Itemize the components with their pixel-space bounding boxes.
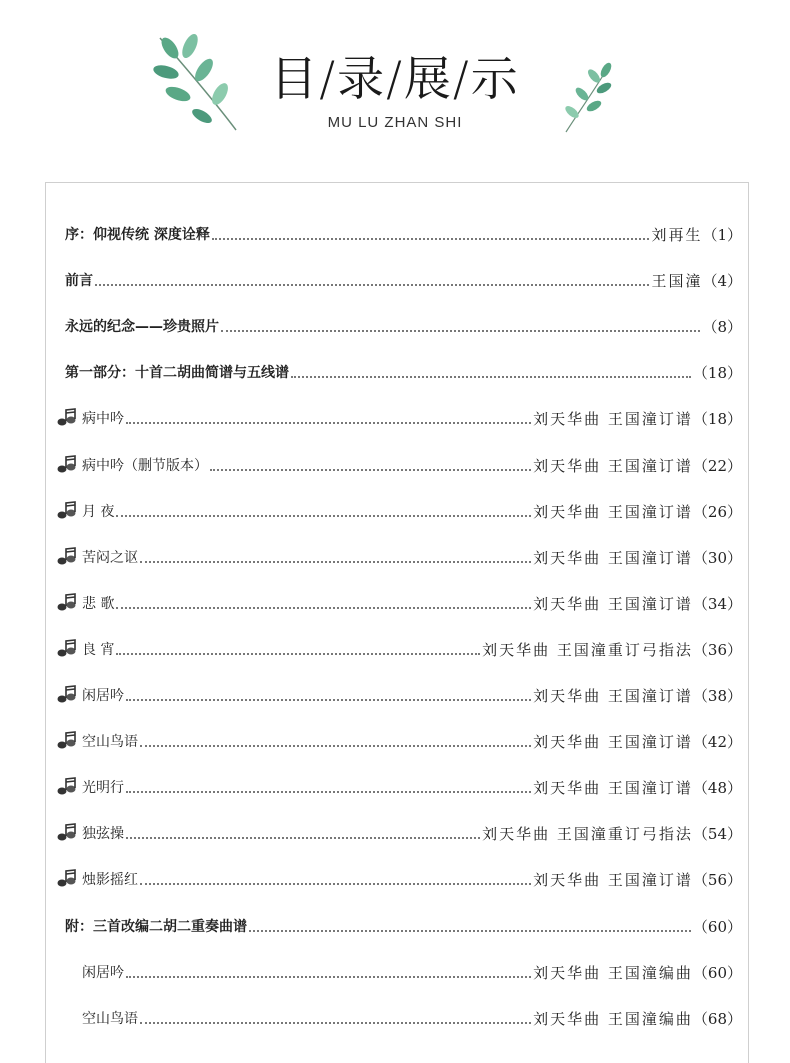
page-title: 目/录/展/示: [270, 52, 520, 107]
dot-leader: [95, 284, 649, 286]
toc-credit: 刘天华曲 王国潼重订弓指法: [482, 640, 693, 659]
dot-leader: [126, 791, 531, 793]
dot-leader: [249, 930, 691, 932]
toc-entry[interactable]: [46, 864, 748, 890]
dot-leader: [291, 376, 691, 378]
toc-entry[interactable]: [46, 772, 748, 798]
music-note-icon: [56, 408, 80, 428]
toc-entry[interactable]: [46, 219, 748, 245]
toc-entry[interactable]: [46, 957, 748, 983]
toc-title: 闲居吟: [82, 964, 124, 981]
toc-credit: 刘再生: [651, 226, 703, 244]
toc-page-number: （38）: [692, 687, 742, 705]
toc-page-number: （30）: [692, 548, 742, 567]
toc-entry[interactable]: [46, 357, 748, 383]
toc-title: 前言: [65, 273, 93, 290]
toc-page-number: （8）: [702, 318, 742, 337]
toc-entry[interactable]: [46, 818, 748, 844]
toc-title: 良 宵: [82, 641, 115, 658]
toc-credit: 刘天华曲 王国潼订谱: [533, 456, 693, 475]
music-note-icon: [56, 823, 80, 843]
toc-credit: 刘天华曲 王国潼编曲: [533, 1009, 693, 1028]
toc-page-number: （68）: [692, 1009, 742, 1028]
toc-page-number: （26）: [692, 502, 742, 521]
toc-entry[interactable]: [46, 588, 748, 614]
dot-leader: [126, 837, 480, 839]
toc-credit: 刘天华曲 王国潼订谱: [533, 687, 693, 705]
toc-entry[interactable]: [46, 726, 748, 752]
dot-leader: [126, 976, 531, 978]
toc-entry[interactable]: [46, 311, 748, 337]
leaf-sprig-icon: [558, 58, 618, 136]
music-note-icon: [56, 501, 80, 521]
toc-entry[interactable]: [46, 403, 748, 429]
toc-entry[interactable]: [46, 680, 748, 706]
toc-page-number: （4）: [702, 272, 742, 291]
dot-leader: [140, 561, 531, 563]
dot-leader: [212, 238, 650, 240]
music-note-icon: [56, 731, 80, 751]
toc-title: 苦闷之讴: [82, 549, 138, 566]
dot-leader: [126, 699, 531, 701]
toc-title: 烛影摇红: [82, 872, 138, 889]
toc-title: 空山鸟语: [82, 1010, 138, 1027]
toc-page-number: （36）: [692, 640, 742, 659]
toc-page-number: （18）: [692, 410, 742, 429]
dot-leader: [116, 607, 531, 609]
toc-entry[interactable]: [46, 496, 748, 522]
toc-credit: 刘天华曲 王国潼订谱: [533, 594, 693, 613]
toc-page-number: （56）: [692, 871, 742, 890]
toc-title: 闲居吟: [82, 688, 124, 704]
toc-credit: 刘天华曲 王国潼订谱: [533, 410, 693, 429]
dot-leader: [140, 883, 531, 885]
toc-page-number: （42）: [692, 733, 742, 752]
toc-entry[interactable]: [46, 1003, 748, 1029]
toc-title: 月 夜: [82, 503, 115, 520]
toc-title: 附：三首改编二胡二重奏曲谱: [65, 918, 247, 935]
toc-credit: 王国潼: [651, 272, 703, 291]
dot-leader: [140, 1022, 531, 1024]
dot-leader: [140, 745, 531, 747]
toc-title: 永远的纪念——珍贵照片: [65, 319, 219, 336]
toc-title: 第一部分：十首二胡曲简谱与五线谱: [65, 365, 289, 382]
toc-page-number: （18）: [692, 364, 742, 383]
page-header: [0, 0, 790, 175]
toc-credit: 刘天华曲 王国潼订谱: [533, 548, 693, 567]
toc-credit: 刘天华曲 王国潼重订弓指法: [482, 825, 693, 844]
toc-credit: 刘天华曲 王国潼订谱: [533, 779, 693, 798]
toc-credit: 刘天华曲 王国潼订谱: [533, 502, 693, 521]
toc-title: 病中吟（删节版本）: [82, 457, 208, 474]
toc-page-number: （48）: [692, 779, 742, 798]
music-note-icon: [56, 547, 80, 567]
toc-title: 悲 歌: [82, 595, 115, 612]
dot-leader: [116, 653, 480, 655]
music-note-icon: [56, 777, 80, 797]
toc-entry[interactable]: [46, 911, 748, 937]
toc-credit: 刘天华曲 王国潼订谱: [533, 871, 693, 890]
toc-page-number: （60）: [692, 963, 742, 982]
toc-credit: 刘天华曲 王国潼编曲: [533, 963, 693, 982]
toc-entry[interactable]: [46, 634, 748, 660]
dot-leader: [221, 330, 700, 332]
toc-title: 病中吟: [82, 411, 124, 428]
dot-leader: [210, 469, 531, 471]
toc-page-number: （34）: [692, 594, 742, 613]
toc-title: 空山鸟语: [82, 734, 138, 751]
music-note-icon: [56, 593, 80, 613]
toc-credit: 刘天华曲 王国潼订谱: [533, 733, 693, 752]
music-note-icon: [56, 685, 80, 705]
music-note-icon: [56, 639, 80, 659]
table-of-contents: [45, 182, 749, 1063]
toc-page-number: （60）: [692, 917, 742, 936]
music-note-icon: [56, 869, 80, 889]
dot-leader: [116, 515, 531, 517]
toc-page-number: （1）: [702, 226, 742, 244]
toc-entry[interactable]: [46, 542, 748, 568]
toc-title: 光明行: [82, 780, 124, 797]
toc-title: 序：仰视传统 深度诠释: [65, 227, 210, 243]
toc-entry[interactable]: [46, 265, 748, 291]
toc-entry[interactable]: [46, 450, 748, 476]
toc-title: 独弦操: [82, 826, 124, 843]
music-note-icon: [56, 455, 80, 475]
page-subtitle: MU LU ZHAN SHI: [327, 114, 463, 131]
toc-page-number: （54）: [692, 825, 742, 844]
dot-leader: [126, 422, 531, 424]
toc-page-number: （22）: [692, 456, 742, 475]
